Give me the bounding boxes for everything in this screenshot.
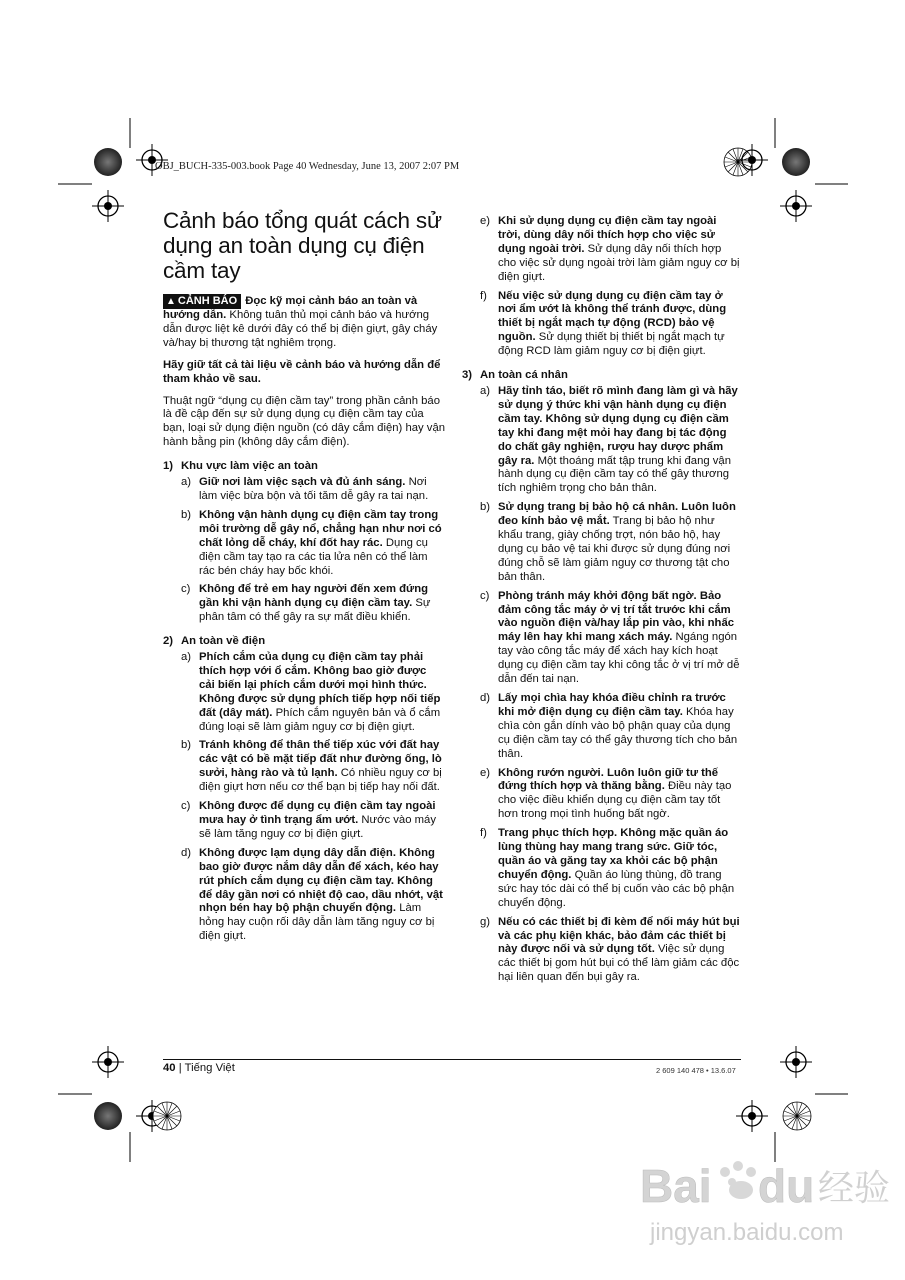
warning-paragraph: ▲ CẢNH BÁO Đọc kỹ mọi cảnh báo an toàn và hướng dẫn. Không tuân thủ mọi cảnh báo và hướng dẫn được liệt kê dưới đây có thể bị điện giựt, gây cháy và/hay bị thương tật nghiêm trọng. bbox=[163, 295, 438, 349]
list-item bbox=[181, 847, 445, 944]
section-3 bbox=[462, 369, 742, 985]
registration-mark bbox=[780, 190, 812, 222]
item-letter: f) bbox=[480, 827, 487, 840]
item-letter: b) bbox=[181, 739, 192, 752]
section-heading: 2) An toàn về điện bbox=[163, 635, 266, 648]
item-text: Việc sử dụng các thiết bị gom hút bụi có thể làm giảm các độc hại liên quan đến bụi gây ra. bbox=[498, 943, 740, 984]
item-bold: Không rướn người. Luôn luôn giữ tư thế đứng thích hợp và thăng bằng. bbox=[498, 766, 719, 793]
star-target bbox=[783, 1102, 811, 1130]
item-text: Sử dụng dây nối thích hợp cho việc sử dụng ngoài trời làm giảm nguy cơ bị điện giựt. bbox=[498, 242, 740, 283]
svg-text:Bai: Bai bbox=[640, 1160, 712, 1212]
gray-dot bbox=[782, 148, 810, 176]
item-letter: f) bbox=[480, 289, 487, 302]
item-bold: Không được lạm dụng dây dẫn điện. Không bao giờ được nắm dây dẫn để xách, kéo hay rút phích cắm dụng cụ điện cầm tay. Không để dây gần nơi có nhiệt độ cao, dầu nhớt, vật nhọn bén hay bộ phận chuyển động. bbox=[199, 846, 443, 915]
item-bold: Không để trẻ em hay người đến xem đứng gần khi vận hành dụng cụ điện cầm tay. bbox=[199, 583, 429, 610]
list-item bbox=[181, 509, 445, 579]
list-item bbox=[480, 215, 742, 285]
list-item bbox=[480, 501, 742, 584]
item-letter: b) bbox=[181, 508, 192, 521]
footer-rule bbox=[163, 1059, 741, 1060]
item-bold: Giữ nơi làm việc sạch và đủ ánh sáng. bbox=[199, 476, 406, 489]
item-letter: a) bbox=[181, 476, 192, 489]
star-target bbox=[153, 1102, 181, 1130]
item-bold: Trang phục thích hợp. Không mặc quần áo lùng thùng hay mang trang sức. Giữ tóc, quần áo và găng tay xa khỏi các bộ phận chuyển động. bbox=[498, 827, 729, 881]
registration-mark bbox=[92, 190, 124, 222]
list-item bbox=[181, 651, 445, 734]
warning-badge: ▲ CẢNH BÁO bbox=[163, 294, 241, 309]
registration-mark bbox=[780, 1046, 812, 1078]
term-note: Thuật ngữ “dụng cụ điện cầm tay” trong phần cảnh báo là đề cập đến sự sử dụng dụng cụ điện cầm tay của bạn, loại sử dụng điện nguồn (có dây cắm điện) hay vận hành bằng pin (không dây cắm điện). bbox=[163, 394, 446, 449]
item-text: Dụng cụ điện cầm tay tạo ra các tia lửa nên có thể làm rác bén cháy hay bốc khói. bbox=[199, 536, 428, 577]
item-bold: Không được để dụng cụ điện cầm tay ngoài mưa hay ở tình trạng ẩm ướt. bbox=[199, 800, 436, 826]
list-item bbox=[480, 827, 742, 910]
item-text: Nơi làm việc bừa bộn và tối tăm dễ gây ra tai nạn. bbox=[199, 476, 429, 502]
gray-dot bbox=[94, 148, 122, 176]
svg-text:du: du bbox=[758, 1160, 815, 1212]
svg-text:经验: 经验 bbox=[818, 1168, 891, 1209]
item-bold: Sử dụng trang bị bảo hộ cá nhân. Luôn luôn đeo kính bảo vệ mắt. bbox=[498, 501, 736, 528]
item-letter: d) bbox=[181, 846, 192, 859]
item-letter: c) bbox=[181, 583, 191, 596]
list-item bbox=[181, 800, 445, 842]
list-item bbox=[480, 916, 742, 986]
item-bold: Không vận hành dụng cụ điện cầm tay trong môi trường dễ gây nổ, chẳng hạn như nơi có chất lỏng dễ cháy, khí đốt hay rác. bbox=[199, 508, 442, 549]
list-item bbox=[480, 590, 742, 687]
right-column bbox=[462, 213, 742, 990]
item-bold: Khi sử dụng dụng cụ điện cầm tay ngoài trời, dùng dây nối thích hợp cho việc sử dụng ngoài trời. bbox=[498, 215, 717, 255]
list-item bbox=[480, 692, 742, 762]
left-sections bbox=[163, 460, 445, 944]
left-column bbox=[163, 294, 445, 949]
list-item bbox=[480, 290, 742, 360]
item-text: Nước vào máy sẽ làm tăng nguy cơ bị điện giựt. bbox=[199, 814, 436, 840]
list-item bbox=[181, 476, 445, 504]
item-letter: b) bbox=[480, 501, 491, 514]
keep-note: Hãy giữ tất cả tài liệu về cảnh báo và hướng dẫn để tham khảo về sau. bbox=[163, 358, 441, 385]
right-top-items bbox=[462, 215, 742, 359]
item-bold: Tránh không để thân thể tiếp xúc với đất hay các vật có bề mặt tiếp đất như đường ống, lò sưởi, hàng rào và tủ lạnh. bbox=[199, 739, 442, 780]
item-text: Làm hỏng hay cuộn rối dây dẫn làm tăng nguy cơ bị điện giựt. bbox=[199, 902, 435, 943]
registration-mark bbox=[736, 1100, 768, 1132]
item-letter: g) bbox=[480, 915, 491, 928]
item-text: Ngáng ngón tay vào công tắc máy để xách hay kích hoạt dụng cụ điện cầm tay khi công tắc ở vị trí mở dễ dẫn đến tai nạn. bbox=[498, 631, 740, 686]
item-bold: Phòng tránh máy khởi động bất ngờ. Bảo đảm công tắc máy ở vị trí tắt trước khi cắm vào nguồn điện và/hay lắp pin vào, khi nhấc máy lên hay khi mang xách máy. bbox=[498, 589, 735, 644]
baidu-watermark bbox=[600, 1140, 900, 1270]
item-bold: Lấy mọi chìa hay khóa điều chỉnh ra trước khi mở điện dụng cụ điện cầm tay. bbox=[498, 692, 726, 718]
item-text: Một thoáng mất tập trung khi đang vận hành dụng cụ điện cầm tay có thể gây thương tích nghiêm trọng cho bản thân. bbox=[498, 454, 732, 495]
star-target bbox=[724, 148, 752, 176]
section-heading: 3) An toàn cá nhân bbox=[462, 369, 568, 382]
item-bold: Hãy tỉnh táo, biết rõ mình đang làm gì và hãy sử dụng ý thức khi vận hành dụng cụ điện cầm tay. Không sử dụng dụng cụ điện cầm tay khi đang mệt mỏi hay đang bị tác động do chất gây nghiện, rượu hay dược phẩm gây ra. bbox=[498, 384, 738, 467]
warning-triangle-icon: ▲ bbox=[166, 296, 176, 307]
gray-dot bbox=[94, 1102, 122, 1130]
page-title: Cảnh báo tổng quát cách sử dụng an toàn dụng cụ điện cầm tay bbox=[163, 208, 442, 283]
item-letter: e) bbox=[480, 766, 491, 779]
section-heading: 1) Khu vực làm việc an toàn bbox=[163, 460, 318, 473]
item-bold: Phích cắm của dụng cụ điện cầm tay phải thích hợp với ổ cắm. Không bao giờ được cải biến lại phích cắm dưới mọi hình thức. Không được sử dụng phích tiếp hợp nối tiếp đất (dây mát). bbox=[199, 651, 441, 719]
registration-mark bbox=[92, 1046, 124, 1078]
baidu-logo bbox=[600, 1140, 900, 1270]
list-item bbox=[181, 583, 445, 625]
footer-code: 2 609 140 478 • 13.6.07 bbox=[656, 1066, 736, 1075]
item-letter: a) bbox=[181, 651, 192, 664]
list-item bbox=[181, 739, 445, 795]
item-letter: c) bbox=[480, 589, 490, 602]
list-item bbox=[480, 385, 742, 496]
list-item bbox=[480, 767, 742, 823]
item-letter: a) bbox=[480, 384, 491, 397]
item-letter: d) bbox=[480, 692, 491, 704]
item-text: Trang bị bảo hộ như khẩu trang, giày chống trợt, nón bảo hộ, hay dụng cụ bảo vệ tai khi được sử dụng đúng nơi đúng chỗ sẽ làm giảm nguy cơ thương tật cho bản thân. bbox=[498, 515, 731, 583]
item-text: Khóa hay chìa còn gắn dính vào bộ phận quay của dụng cụ điện cầm tay có thể gây thương tích cho bản thân. bbox=[498, 705, 738, 760]
item-bold: Nếu có các thiết bị đi kèm để nối máy hút bụi và các phụ kiện khác, bảo đảm các thiết bị này được nối và sử dụng tốt. bbox=[498, 915, 740, 956]
item-text: Sử dụng thiết bị thiết bị ngắt mạch tự động RCD làm giảm nguy cơ bị điện giựt. bbox=[498, 331, 725, 358]
item-text: Có nhiều nguy cơ bị điện giựt hơn nếu cơ thể bạn bị tiếp hay nối đất. bbox=[199, 767, 442, 794]
svg-text:jingyan.baidu.com: jingyan.baidu.com bbox=[650, 1219, 844, 1246]
item-bold: Nếu việc sử dụng dụng cụ điện cầm tay ở nơi ẩm ướt là không thể tránh được, dùng thiết bị ngắt mạch tự động (RCD) bảo vệ nguồn. bbox=[498, 289, 727, 344]
item-text: Quần áo lùng thùng, đồ trang sức hay tóc dài có thể bị cuốn vào các bộ phận chuyển động. bbox=[498, 868, 735, 909]
footer-page: 40 | Tiếng Việt bbox=[163, 1062, 235, 1074]
item-text: Phích cắm nguyên bản và ổ cắm đúng loại sẽ làm giảm nguy cơ bị điện giựt. bbox=[199, 706, 441, 733]
file-info-header: OBJ_BUCH-335-003.book Page 40 Wednesday, June 13, 2007 2:07 PM bbox=[155, 161, 460, 172]
item-text: Sự phân tâm có thể gây ra sự mất điều khiển. bbox=[199, 597, 431, 624]
item-letter: e) bbox=[480, 215, 491, 227]
item-text: Điều này tạo cho việc điều khiển dụng cụ điện cầm tay tốt hơn trong mọi tình huống bất ngờ. bbox=[498, 780, 732, 821]
item-letter: c) bbox=[181, 800, 191, 813]
